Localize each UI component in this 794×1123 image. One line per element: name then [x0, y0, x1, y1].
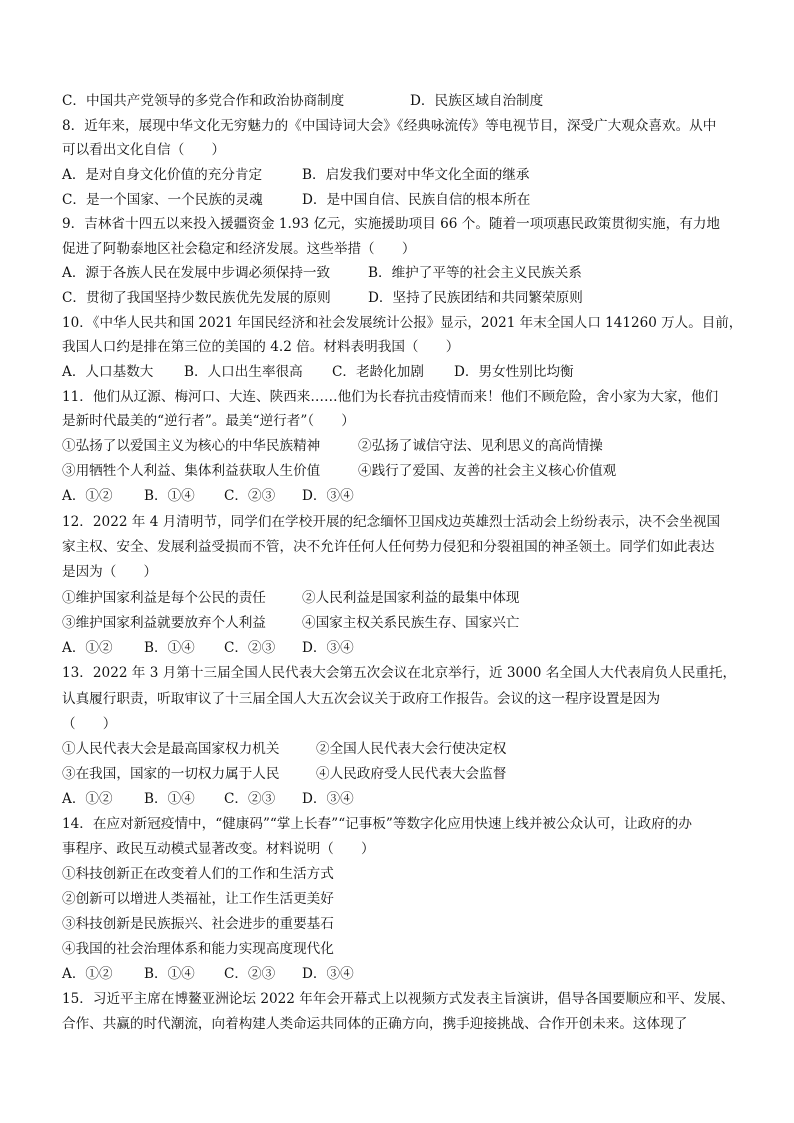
q8-stem-line-2: 可以看出文化自信（ ） [62, 142, 226, 158]
q9-stem-line-1: 9．吉林省十四五以来投入援疆资金 1.93 亿元，实施援助项目 66 个。随着一项项惠民政策贯彻实施，有力地 [62, 216, 721, 232]
q9-stem-line-2: 促进了阿勒泰地区社会稳定和经济发展。这些举措（ ） [62, 241, 416, 257]
q12-statement-3: ③维护国家利益就要放弃个人利益 [62, 615, 266, 631]
q12-stem-line-1: 12．2022 年 4 月清明节，同学们在学校开展的纪念缅怀卫国戍边英雄烈士活动会上纷纷表示，决不会坐视国 [62, 514, 721, 530]
q14-statement-3: ③科技创新是民族振兴、社会进步的重要基石 [62, 916, 334, 932]
q10-option-d[interactable]: D．男女性别比均衡 [454, 364, 574, 380]
q8-option-c[interactable]: C．是一个国家、一个民族的灵魂 [62, 192, 263, 208]
q11-stem-line-2: 是新时代最美的“逆行者”。最美“逆行者”（ ） [62, 413, 355, 429]
q12-option-c[interactable]: C．②③ [224, 640, 276, 656]
q12-statement-4: ④国家主权关系民族生存、国家兴亡 [302, 615, 520, 631]
q12-option-d[interactable]: D．③④ [302, 640, 354, 656]
q12-option-a[interactable]: A．①② [62, 640, 113, 656]
q11-statement-3: ③用牺牲个人利益、集体利益获取人生价值 [62, 463, 321, 479]
q8-options-cd [62, 191, 742, 209]
q9-options-ab [62, 264, 742, 282]
q12-statement-2: ②人民利益是国家利益的最集中体现 [302, 590, 520, 606]
q10-stem-line-2: 我国人口约是排在第三位的美国的 4.2 倍。材料表明我国（ ） [62, 339, 460, 355]
q8-stem-line-1: 8．近年来，展现中华文化无穷魅力的《中国诗词大会》《经典咏流传》等电视节目，深受广大观众喜欢。从中 [62, 118, 717, 134]
q11-statements-34 [62, 462, 742, 480]
q8-option-d[interactable]: D．是中国自信、民族自信的根本所在 [302, 192, 531, 208]
q10-stem-line-1: 10．《中华人民共和国 2021 年国民经济和社会发展统计公报》显示，2021 年末全国人口 141260 万人。目前， [62, 315, 743, 331]
q14-statement-4: ④我国的社会治理体系和能力实现高度现代化 [62, 941, 334, 957]
q11-option-c[interactable]: C．②③ [224, 488, 276, 504]
q13-statement-3: ③在我国，国家的一切权力属于人民 [62, 766, 280, 782]
q11-option-d[interactable]: D．③④ [302, 488, 354, 504]
q12-stem-line-2: 家主权、安全、发展利益受损而不管，决不允许任何人任何势力侵犯和分裂祖国的神圣领土。同学们如此表达 [62, 539, 715, 555]
q14-option-d[interactable]: D．③④ [302, 966, 354, 982]
q13-stem-line-2: 认真履行职责，听取审议了十三届全国人大五次会议关于政府工作报告。会议的这一程序设置是因为 [62, 691, 661, 707]
q13-statement-2: ②全国人民代表大会行使决定权 [316, 741, 507, 757]
q13-statement-1: ①人民代表大会是最高国家权力机关 [62, 741, 280, 757]
q12-statement-1: ①维护国家利益是每个公民的责任 [62, 590, 266, 606]
q14-options [62, 965, 742, 983]
q11-options [62, 487, 742, 505]
q14-stem-line-2: 事程序、政民互动模式显著改变。材料说明（ ） [62, 841, 375, 857]
q12-statements-34 [62, 614, 742, 632]
q13-options [62, 790, 742, 808]
q12-options [62, 639, 742, 657]
q9-option-b[interactable]: B．维护了平等的社会主义民族关系 [368, 265, 582, 281]
q7-option-c[interactable]: C．中国共产党领导的多党合作和政治协商制度 [62, 93, 345, 109]
q13-option-b[interactable]: B．①④ [144, 791, 195, 807]
q11-statement-2: ②弘扬了诚信守法、见利思义的高尚情操 [358, 438, 603, 454]
q9-option-d[interactable]: D．坚持了民族团结和共同繁荣原则 [368, 290, 583, 306]
q9-options-cd [62, 289, 742, 307]
q11-statement-4: ④践行了爱国、友善的社会主义核心价值观 [358, 463, 617, 479]
q14-statement-2: ②创新可以增进人类福祉，让工作生活更美好 [62, 891, 334, 907]
q12-stem-line-3: 是因为（ ） [62, 564, 158, 580]
q8-options-ab [62, 166, 742, 184]
q10-option-b[interactable]: B．人口出生率很高 [184, 364, 303, 380]
q14-stem-line-1: 14．在应对新冠疫情中，“健康码”“掌上长春”“记事板”等数字化应用快速上线并被公众认可，让政府的办 [62, 816, 692, 832]
q14-statement-1: ①科技创新正在改变着人们的工作和生活方式 [62, 866, 334, 882]
q13-stem-line-3: （ ） [62, 716, 117, 732]
q12-option-b[interactable]: B．①④ [144, 640, 195, 656]
q14-option-b[interactable]: B．①④ [144, 966, 195, 982]
q13-option-d[interactable]: D．③④ [302, 791, 354, 807]
q10-options [62, 363, 742, 381]
q15-stem-line-2: 合作、共赢的时代潮流，向着构建人类命运共同体的正确方向，携手迎接挑战、合作开创未来。这体现了 [62, 1016, 688, 1032]
q11-option-b[interactable]: B．①④ [144, 488, 195, 504]
q8-option-a[interactable]: A．是对自身文化价值的充分肯定 [62, 167, 263, 183]
q8-option-b[interactable]: B．启发我们要对中华文化全面的继承 [302, 167, 530, 183]
q9-option-c[interactable]: C．贯彻了我国坚持少数民族优先发展的原则 [62, 290, 331, 306]
q11-option-a[interactable]: A．①② [62, 488, 113, 504]
q13-option-c[interactable]: C．②③ [224, 791, 276, 807]
q13-option-a[interactable]: A．①② [62, 791, 113, 807]
q7-options-cd [62, 92, 742, 110]
q10-option-a[interactable]: A．人口基数大 [62, 364, 154, 380]
q10-option-c[interactable]: C．老龄化加剧 [332, 364, 424, 380]
q14-option-c[interactable]: C．②③ [224, 966, 276, 982]
q13-stem-line-1: 13．2022 年 3 月第十三届全国人民代表大会第五次会议在北京举行，近 3000 名全国人大代表肩负人民重托， [62, 665, 737, 681]
q7-option-d[interactable]: D．民族区域自治制度 [410, 93, 544, 109]
q11-statements-12 [62, 437, 742, 455]
q11-statement-1: ①弘扬了以爱国主义为核心的中华民族精神 [62, 438, 321, 454]
q15-stem-line-1: 15．习近平主席在博鳌亚洲论坛 2022 年年会开幕式上以视频方式发表主旨演讲，倡导各国要顺应和平、发展、 [62, 991, 735, 1007]
q12-statements-12 [62, 589, 742, 607]
q14-option-a[interactable]: A．①② [62, 966, 113, 982]
q13-statements-12 [62, 740, 742, 758]
q13-statements-34 [62, 765, 742, 783]
q11-stem-line-1: 11．他们从辽源、梅河口、大连、陕西来……他们为长春抗击疫情而来！他们不顾危险，舍小家为大家，他们 [62, 389, 719, 405]
q13-statement-4: ④人民政府受人民代表大会监督 [316, 766, 507, 782]
q9-option-a[interactable]: A．源于各族人民在发展中步调必须保持一致 [62, 265, 331, 281]
